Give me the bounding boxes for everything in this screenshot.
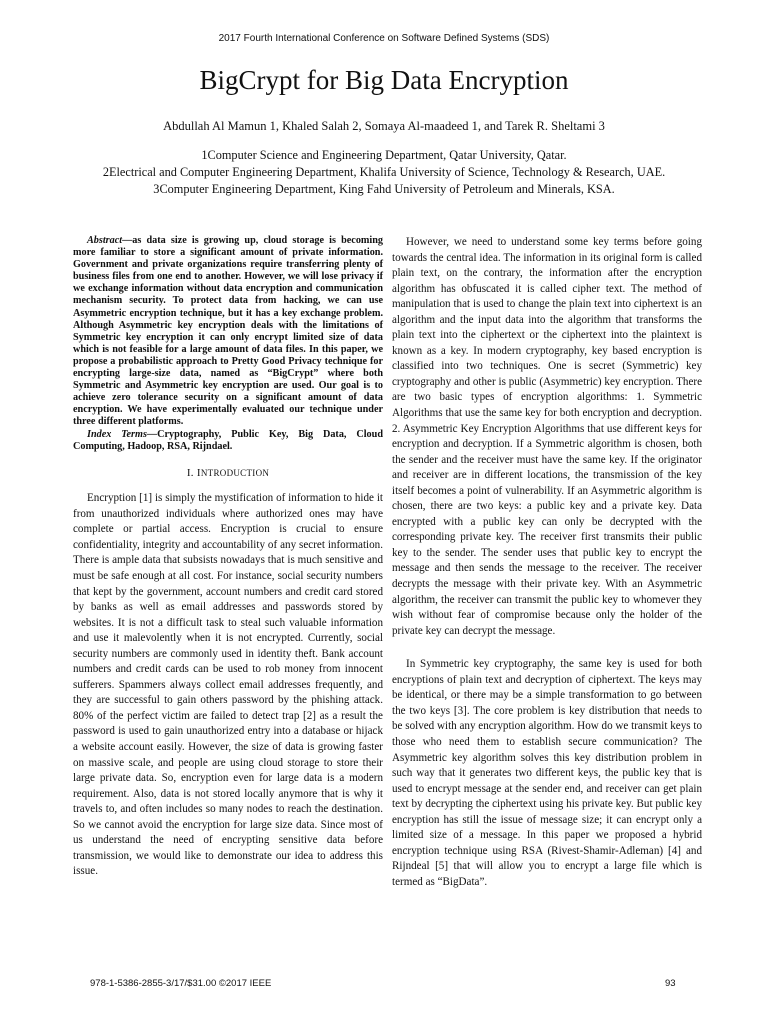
body-paragraph: Encryption [1] is simply the mystification of information to hide it from unauthorized individuals where authorized ones may have complete or partial access. Encryption is crucial to ensure confidentiality, integrity and accountability of any secret information. There is ample data that subsists nowadays that is much sensitive and must be safe enough at all cost. For instance, social security numbers that kept by the government, account numbers and credit card stored by banks as well as email addresses and passwords stored by websites. It is not a difficult task to steal such valuable information and use it malevolently when it is not encrypted. Currently, social security numbers are commonly used in identity theft. Bank account numbers and credit cards can be used to rob money from innocent sufferers. Spammers always collect email addresses frequently, and they are successful to gain others password by the phishing attack. 80% of the perfect victim are failed to detect trap [2] as a result the password is used to gain unauthorized entry into a database or hijack a website account easily. However, the size of data is growing faster on massive scale, and people are using cloud storage to store their large private data. So, encryption even for large data is a modern requirement. Also, data is not stored locally anymore that is why it travels to, and often includes so many nodes to reach the destination. So we cannot avoid the encryption for large size data. Since most of us understand the need of encrypting sensitive data before transmission, we would like to demonstrate our idea to address this issue. [73, 492, 383, 878]
abstract [73, 235, 383, 429]
index-terms-label: Index Terms [87, 428, 147, 440]
body-paragraph: However, we need to understand some key terms before going towards the central idea. The information in its original form is called plain text, on the contrary, the information after the encryption algorithm has obfuscated it is called cipher text. The method of manipulation that is used to change the plain text into ciphertext is an algorithm and the input data into the algorithm that transforms the plain text into the ciphertext or the ciphertext into the plaintext is known as a key. In modern cryptography, key based encryption is classified into two techniques. One is secret (Symmetric) key cryptography and other is public (Asymmetric) key encryption. There are two basic types of encryption algorithms: 1. Symmetric Algorithms that use the same key for both encryption and decryption. 2. Asymmetric Key Encryption Algorithms that use different keys for encryption and decryption. If a Symmetric algorithm is chosen, both the sender and the receiver must have the same key. If the originator and receiver are in different locations, the transmission of the key itself becomes a point of vulnerability. If an Asymmetric algorithm is chosen, there are two keys: a public key and a private key. Data encrypted with a public key can only be decrypted with the corresponding private key. The receiver first transmits their public key to the sender. The sender uses that public key to encrypt the message and then sends the message to the receiver. The receiver decrypts the message with their private key. With an Asymmetric algorithm, the receiver can transmit the public key to whomever they wish without fear of compromise because only the holder of the private key can decrypt the message. [392, 236, 702, 637]
section-number: I. [186, 466, 197, 479]
affiliation-2: 2Electrical and Computer Engineering Department, Khalifa University of Science, Technology & Research, UAE. [102, 165, 666, 179]
section-title-rest: NTRODUCTION [200, 467, 270, 478]
abstract-label: Abstract [87, 235, 123, 246]
paragraph-gap [392, 639, 702, 657]
abstract-text: —as data size is growing up, cloud storage is becoming more familiar to store a significant amount of private information. Government and private organizations require transferring plenty of business files from one end to another. However, we will lose privacy if we exchange information without data encryption and communication mechanism security. To protect data from hacking, we can use Asymmetric encryption technique, but it has a key exchange problem. Although Asymmetric key encryption deals with the limitations of Symmetric key encryption it can only encrypt limited size of data which is not feasible for a large amount of data files. In this paper, we propose a probabilistic approach to Pretty Good Privacy technique for encrypting large-size data, named as “BigCrypt” where both Symmetric and Asymmetric key encryption are used. Our goal is to achieve zero tolerance security on a significant amount of data encryption. We have experimentally evaluated our technique under three different platforms. [73, 235, 383, 428]
paper-title: BigCrypt for Big Data Encryption [199, 65, 569, 95]
index-terms [73, 429, 383, 453]
conference-header: 2017 Fourth International Conference on Software Defined Systems (SDS) [218, 33, 550, 44]
footer-copyright: 978-1-5386-2855-3/17/$31.00 ©2017 IEEE [90, 978, 272, 989]
page-number: 93 [665, 978, 676, 989]
affiliations [0, 147, 768, 198]
section-title-first: I [196, 466, 201, 479]
right-column [392, 235, 702, 890]
author-list: Abdullah Al Mamun 1, Khaled Salah 2, Somaya Al-maadeed 1, and Tarek R. Sheltami 3 [163, 119, 605, 133]
affiliation-3: 3Computer Engineering Department, King Fahd University of Petroleum and Minerals, KSA. [153, 182, 615, 196]
index-terms-text: —Cryptography, Public Key, Big Data, Cloud Computing, Hadoop, RSA, Rijndael. [73, 428, 383, 452]
body-paragraph: In Symmetric key cryptography, the same key is used for both encryptions of plain text and decryption of ciphertext. The keys may be identical, or there may be a simple transformation to go between the two keys [3]. The core problem is key distribution that needs to be solved with any encryption algorithm. How do we transmit keys to those who need them to establish secure communication? The Asymmetric key algorithm solves this key distribution problem in such way that it generates two different keys, the public key that is used to encrypt message at the sender end, and receiver can get plain text by decrypting the ciphertext using his private key. But public key encryption has still the issue of message size; it can encrypt only a limited size of a message. In this paper we proposed a hybrid encryption technique using RSA (Rivest-Shamir-Adleman) [4] and Rijndeal [5] that will allow you to encrypt a large file which is termed as “BigData”. [392, 658, 702, 888]
affiliation-1: 1Computer Science and Engineering Department, Qatar University, Qatar. [201, 148, 567, 162]
section-heading [73, 466, 383, 482]
left-column [73, 235, 383, 880]
